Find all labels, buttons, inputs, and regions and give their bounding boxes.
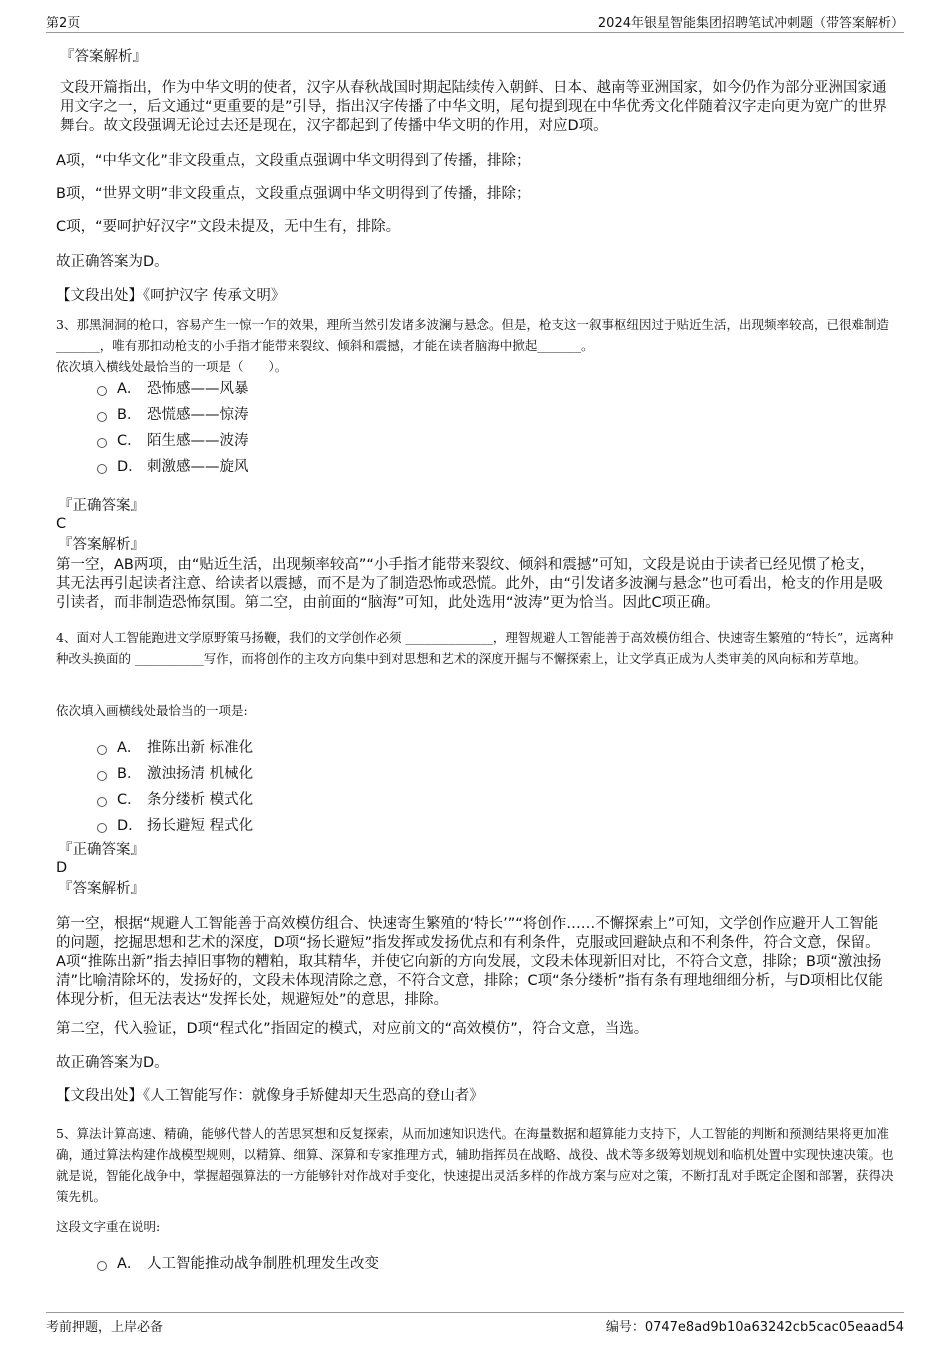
answer-label: 『正确答案』 bbox=[58, 498, 145, 514]
question-3-analysis: 第一空，AB两项，由“贴近生活，出现频率较高”“小手指才能带来裂纹、倾斜和震撼”可知，文段是说由于读者已经见惯了枪支，其无法再引起读者注意、给读者以震撼，而不是为了制造恐怖或恐慌。此外，由“引发诸多波澜与悬念”也可看出，枪支的作用是吸引读者，而非制造恐怖氛围。第二空，由前面的“脑海”可知，此处选用“波涛”更为恰当。因此C项正确。 bbox=[56, 557, 884, 611]
question-3-option-c[interactable]: C． 陌生感——波涛 bbox=[97, 429, 249, 449]
analysis-item-a: A项，“中华文化”非文段重点，文段重点强调中华文明得到了传播，排除； bbox=[56, 153, 531, 169]
question-3-option-a[interactable]: A． 恐怖感——风暴 bbox=[97, 377, 249, 397]
conclusion: 故正确答案为D。 bbox=[56, 254, 169, 270]
document-id: 编号：0747e8ad9b10a63242cb5cac05eaad54 bbox=[605, 1320, 904, 1335]
question-4-prompt: 依次填入画横线处最恰当的一项是: bbox=[56, 703, 248, 718]
question-5-prompt: 这段文字重在说明: bbox=[56, 1219, 161, 1234]
question-4-stem: 4、面对人工智能跑进文学原野策马扬鞭，我们的文学创作必须 ______________，理智规避人工智能善于高效模仿组合、快速寄生繁殖的“特长”，远离种种改头换面的 ___________写作，而将创作的主攻方向集中到对思想和艺术的深度开掘与不懈探索上，让文学真正成为人类审美的风向标和芳草地。 bbox=[56, 630, 894, 666]
radio-icon[interactable] bbox=[97, 438, 107, 448]
radio-icon[interactable] bbox=[97, 771, 107, 781]
analysis-paragraph: 文段开篇指出，作为中华文明的使者，汉字从春秋战国时期起陆续传入朝鲜、日本、越南等亚洲国家，如今仍作为部分亚洲国家通用文字之一，后文通过“更重要的是”引导，指出汉字传播了中华文明，尾句提到现在中华优秀文化伴随着汉字走向更为宽广的世界舞台。故文段强调无论过去还是现在，汉字都起到了传播中华文明的作用，对应D项。 bbox=[60, 80, 888, 134]
radio-icon[interactable] bbox=[97, 386, 107, 396]
question-3-prompt: 依次填入横线处最恰当的一项是（ ）。 bbox=[56, 359, 288, 374]
question-4-option-b[interactable]: B． 激浊扬清 机械化 bbox=[97, 762, 253, 782]
footer-slogan: 考前押题，上岸必备 bbox=[46, 1320, 164, 1335]
radio-icon[interactable] bbox=[97, 797, 107, 807]
document-title: 2024年银星智能集团招聘笔试冲刺题（带答案解析） bbox=[597, 16, 904, 31]
conclusion: 故正确答案为D。 bbox=[56, 1055, 169, 1071]
question-3-option-b[interactable]: B． 恐慌感——惊涛 bbox=[97, 403, 249, 423]
source: 【文段出处】《呵护汉字 传承文明》 bbox=[56, 288, 286, 304]
question-4-option-a[interactable]: A． 推陈出新 标准化 bbox=[97, 736, 253, 756]
question-4-option-c[interactable]: C． 条分缕析 模式化 bbox=[97, 788, 253, 808]
analysis-item-b: B项，“世界文明”非文段重点，文段重点强调中华文明得到了传播，排除； bbox=[56, 186, 531, 202]
page-number: 第2页 bbox=[46, 16, 81, 31]
answer-value: C bbox=[56, 516, 67, 532]
question-5-option-a[interactable]: A． 人工智能推动战争制胜机理发生改变 bbox=[97, 1252, 379, 1272]
page-header bbox=[46, 10, 904, 33]
answer-label: 『正确答案』 bbox=[58, 842, 145, 858]
question-4-analysis-1: 第一空，根据“规避人工智能善于高效模仿组合、快速寄生繁殖的‘特长’”“将创作……不懈探索上”可知，文学创作应避开人工智能的问题，挖掘思想和艺术的深度，D项“扬长避短”指发挥或发扬优点和有利条件，克服或回避缺点和不利条件，符合文意，保留。A项“推陈出新”指去掉旧事物的糟粕，取其精华，并使它向新的方向发展，文段未体现新旧对比，不符合文意，排除；B项“激浊扬清”比喻清除坏的，发扬好的，文段未体现清除之意，不符合文意，排除；C项“条分缕析”指有条有理地细细分析，与D项相比仅能体现分析，但无法表达“发挥长处，规避短处”的意思，排除。 bbox=[56, 916, 883, 1008]
radio-icon[interactable] bbox=[97, 412, 107, 422]
question-5-stem: 5、算法计算高速、精确，能够代替人的苦思冥想和反复探索，从而加速知识迭代。在海量数据和超算能力支持下，人工智能的判断和预测结果将更加准确，通过算法构建作战模型规则，以精算、细算、深算和专家推理方式，辅助指挥员在战略、战役、战术等多级筹划规划和临机处置中实现快速决策。也就是说，智能化战争中，掌握超强算法的一方能够针对作战对手变化，快速提出灵活多样的作战方案与应对之策，不断打乱对手既定企图和部署，获得决策先机。 bbox=[56, 1126, 894, 1204]
analysis-label: 『答案解析』 bbox=[58, 537, 145, 553]
question-4-analysis-2: 第二空，代入验证，D项“程式化”指固定的模式，对应前文的“高效模仿”，符合文意，当选。 bbox=[56, 1021, 649, 1037]
analysis-label: 『答案解析』 bbox=[58, 881, 145, 897]
page-footer bbox=[46, 1312, 904, 1335]
question-3-option-d[interactable]: D． 刺激感——旋风 bbox=[97, 455, 249, 475]
question-4-option-d[interactable]: D． 扬长避短 程式化 bbox=[97, 814, 253, 834]
radio-icon[interactable] bbox=[97, 745, 107, 755]
radio-icon[interactable] bbox=[97, 823, 107, 833]
radio-icon[interactable] bbox=[97, 1261, 107, 1271]
answer-value: D bbox=[56, 860, 68, 876]
question-3-stem: 3、那黑洞洞的枪口，容易产生一惊一乍的效果，理所当然引发诸多波澜与悬念。但是，枪支这一叙事枢纽因过于贴近生活，出现频率较高，已很难制造_______，唯有那扣动枪支的小手指才能带来裂纹、倾斜和震撼，才能在读者脑海中掀起_______。 bbox=[56, 317, 889, 353]
source: 【文段出处】《人工智能写作：就像身手矫健却天生恐高的登山者》 bbox=[56, 1088, 484, 1104]
analysis-label: 『答案解析』 bbox=[60, 49, 147, 65]
analysis-item-c: C项，“要呵护好汉字”文段未提及，无中生有，排除。 bbox=[56, 219, 401, 235]
radio-icon[interactable] bbox=[97, 464, 107, 474]
